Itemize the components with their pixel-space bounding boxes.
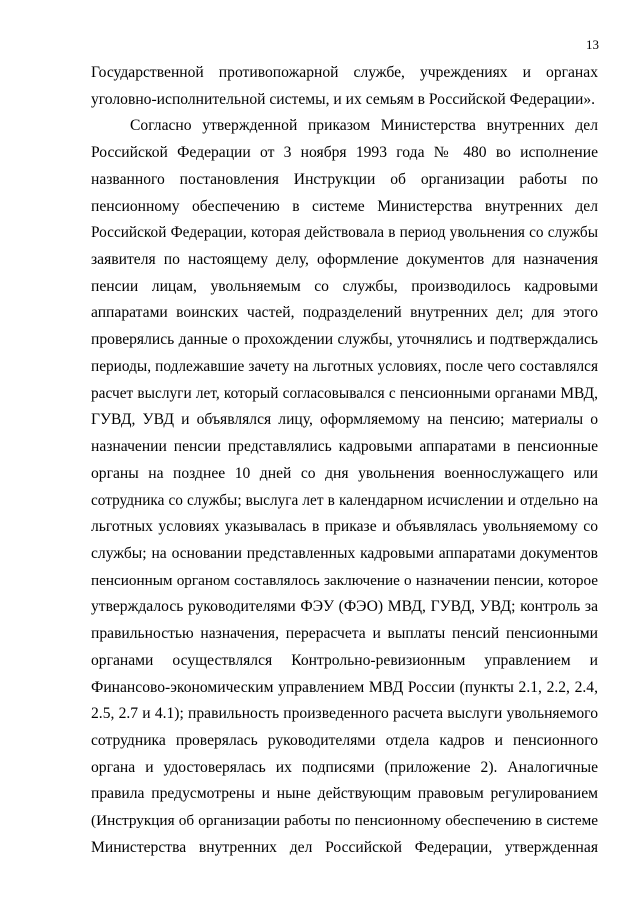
text-line: (Инструкция об организации работы по пенсионному обеспечению в системе [91, 812, 598, 830]
text-line: пенсионным органом составлялось заключение о назначении пенсии, которое [91, 571, 598, 589]
text-line: Российской Федерации, которая действовала в период увольнения со службы [91, 224, 598, 242]
text-line: уголовно-исполнительной системы, и их семьям в Российской Федерации». [91, 90, 596, 108]
text-line: Министерства внутренних дел Российской Федерации, утвержденная [91, 838, 598, 856]
text-line: Российской Федерации от 3 ноября 1993 года № 480 во исполнение [91, 144, 598, 162]
text-line: сотрудника со службы; выслуга лет в календарном исчислении и отдельно на [91, 491, 598, 509]
text-line: льготных условиях указывалась в приказе и объявлялась увольняемому со [91, 518, 598, 536]
text-line: сотрудника проверялась руководителями отдела кадров и пенсионного [91, 731, 598, 749]
text-line: органами осуществлялся Контрольно-ревизионным управлением и [91, 651, 598, 669]
text-line: правильностью назначения, перерасчета и выплаты пенсий пенсионными [91, 625, 598, 643]
page-number: 13 [586, 37, 599, 52]
body-text [91, 60, 598, 862]
text-line: пенсионному обеспечению в системе Министерства внутренних дел [91, 197, 598, 215]
text-line: пенсии лицам, увольняемым со службы, производилось кадровыми [91, 277, 598, 295]
text-line: органа и удостоверялась их подписями (приложение 2). Аналогичные [91, 758, 598, 776]
text-line: 2.5, 2.7 и 4.1); правильность произведенного расчета выслуги увольняемого [91, 705, 598, 723]
text-line: утверждалось руководителями ФЭУ (ФЭО) МВД, ГУВД, УВД; контроль за [91, 598, 598, 616]
text-line: службы; на основании представленных кадровыми аппаратами документов [91, 544, 598, 562]
text-line: Государственной противопожарной службе, учреждениях и органах [91, 64, 598, 81]
text-line: ГУВД, УВД и объявлялся лицу, оформляемому на пенсию; материалы о [91, 411, 598, 429]
text-line: проверялись данные о прохождении службы, уточнялись и подтверждались [91, 331, 598, 349]
text-line: аппаратами воинских частей, подразделений внутренних дел; для этого [91, 304, 598, 322]
text-line: правила предусмотрены и ныне действующим правовым регулированием [91, 785, 598, 803]
text-line: назначении пенсии представлялись кадровыми аппаратами в пенсионные [91, 438, 598, 456]
text-line: периоды, подлежавшие зачету на льготных условиях, после чего составлялся [91, 357, 598, 375]
text-line: заявителя по настоящему делу, оформление документов для назначения [91, 251, 598, 269]
text-line: Финансово-экономическим управлением МВД России (пункты 2.1, 2.2, 2.4, [91, 678, 598, 696]
text-line: расчет выслуги лет, который согласовывался с пенсионными органами МВД, [91, 384, 598, 402]
text-line: Согласно утвержденной приказом Министерства внутренних дел [130, 117, 598, 135]
text-line: органы на позднее 10 дней со дня увольнения военнослужащего или [91, 464, 598, 482]
text-line: названного постановления Инструкции об организации работы по [91, 170, 598, 188]
